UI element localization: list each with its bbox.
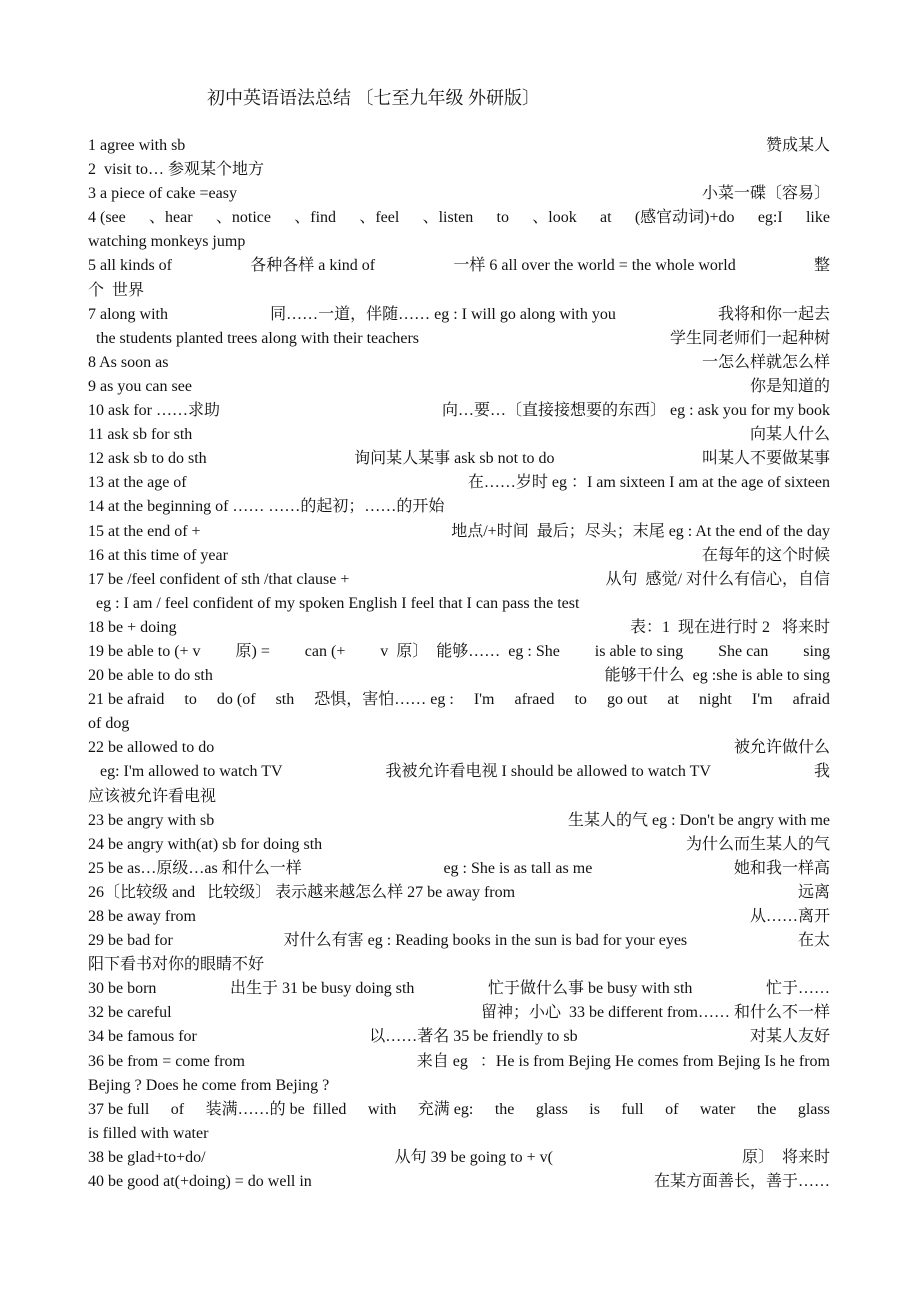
text-segment: 34 be famous for — [88, 1028, 197, 1046]
text-segment: 20 be able to do sth — [88, 667, 213, 685]
text-segment: I'm — [751, 691, 773, 709]
text-segment: 17 be /feel confident of sth /that clause + — [88, 570, 350, 588]
text-line — [88, 134, 830, 158]
text-segment: 19 be able to (+ v — [88, 642, 201, 660]
text-segment: 恐惧，害怕…… eg : — [314, 691, 454, 709]
text-segment: 5 all kinds of — [88, 257, 172, 275]
text-line — [88, 1050, 830, 1074]
text-segment: 询问某人某事 ask sb not to do — [354, 450, 555, 468]
text-segment: glass — [535, 1100, 568, 1118]
document-body — [88, 134, 830, 1194]
text-segment: 25 be as…原级…as 和什么一样 — [88, 859, 302, 877]
text-segment: 、find — [294, 209, 337, 227]
text-line: 阳下看书对你的眼睛不好 — [88, 956, 265, 974]
text-segment: to — [184, 691, 197, 709]
text-segment: 40 be good at(+doing) = do well in — [88, 1173, 312, 1191]
text-line — [88, 520, 830, 544]
text-segment: 向某人什么 — [749, 426, 830, 444]
text-segment: 24 be angry with(at) sb for doing sth — [88, 835, 323, 853]
text-line — [88, 423, 830, 447]
text-line — [88, 929, 830, 953]
text-segment: 原〕 将来时 — [741, 1148, 830, 1166]
text-segment: 为什么而生某人的气 — [685, 835, 830, 853]
text-segment: 以……著名 35 be friendly to sb — [369, 1028, 578, 1046]
text-segment: 32 be careful — [88, 1004, 172, 1022]
text-segment: 出生于 31 be busy doing sth — [229, 980, 415, 998]
text-segment: do (of — [216, 691, 256, 709]
text-segment: 能够干什么 eg :she is able to sing — [604, 667, 830, 685]
text-segment: She can — [718, 642, 769, 660]
text-line — [88, 616, 830, 640]
text-segment: 同……一道，伴随…… eg : I will go along with you — [270, 305, 616, 323]
text-segment: like — [805, 209, 830, 227]
text-segment: 10 ask for ……求助 — [88, 402, 220, 420]
text-segment: 18 be + doing — [88, 618, 177, 636]
text-segment: 从句 感觉/ 对什么有信心，自信 — [605, 570, 830, 588]
text-segment: 来自 eg ：He is from Bejing He comes from Bejing Is he from — [416, 1052, 830, 1070]
text-segment: 赞成某人 — [765, 137, 830, 154]
text-line: 14 at the beginning of …… ……的起初；……的开始 — [88, 498, 445, 516]
text-segment: 在……岁时 eg ：I am sixteen I am at the age of sixteen — [467, 474, 830, 492]
text-segment: eg : She is as tall as me — [443, 859, 593, 877]
text-segment: 28 be away from — [88, 908, 196, 925]
text-segment: to — [496, 209, 509, 227]
text-segment: 8 As soon as — [88, 353, 169, 371]
text-segment: 12 ask sb to do sth — [88, 450, 207, 468]
text-line — [88, 809, 830, 833]
text-line — [88, 182, 830, 206]
text-segment: 你是知道的 — [749, 377, 830, 395]
text-segment: 地点/+时间 最后；尽头；末尾 eg : At the end of the day — [451, 522, 830, 540]
text-line: 个 世界 — [88, 281, 145, 299]
text-line — [88, 1098, 830, 1122]
text-segment: 38 be glad+to+do/ — [88, 1148, 206, 1166]
text-segment: 11 ask sb for sth — [88, 426, 193, 444]
text-segment: 一怎么样就怎么样 — [701, 353, 830, 371]
text-segment: 充满 eg: — [417, 1100, 474, 1118]
text-line — [88, 688, 830, 712]
text-line: eg : I am / feel confident of my spoken English I feel that I can pass the test — [88, 594, 580, 612]
text-segment: 13 at the age of — [88, 474, 187, 492]
text-line: of dog — [88, 715, 130, 733]
text-segment: to — [574, 691, 587, 709]
text-line: is filled with water — [88, 1124, 209, 1142]
text-line — [88, 640, 830, 664]
text-segment: 1 agree with sb — [88, 137, 186, 154]
text-line: watching monkeys jump — [88, 233, 246, 251]
text-line — [88, 399, 830, 423]
text-segment: 各种各样 a kind of — [250, 257, 376, 275]
text-line: 应该被允许看电视 — [88, 787, 217, 805]
text-line — [88, 254, 830, 278]
text-segment: eg:I — [757, 209, 783, 227]
text-line — [88, 544, 830, 568]
text-segment: 对什么有害 eg : Reading books in the sun is bad for your eyes — [283, 932, 688, 950]
text-segment: of — [170, 1100, 185, 1118]
text-line — [88, 664, 830, 688]
text-line — [88, 447, 830, 471]
text-segment: 22 be allowed to do — [88, 739, 215, 757]
text-segment: sing — [803, 642, 830, 660]
text-segment: 7 along with — [88, 305, 168, 323]
text-line: Bejing ? Does he come from Bejing ? — [88, 1076, 330, 1094]
text-segment: 原) = — [235, 642, 270, 660]
text-segment: the — [494, 1100, 515, 1118]
text-segment: 表：1 现在进行时 2 将来时 — [629, 618, 830, 636]
text-segment: afraed — [514, 691, 555, 709]
text-line — [88, 303, 830, 327]
text-segment: 我 — [813, 763, 830, 781]
text-segment: 16 at this time of year — [88, 546, 228, 564]
text-segment: go out — [606, 691, 648, 709]
text-segment: 、notice — [215, 209, 271, 227]
text-segment: 29 be bad for — [88, 932, 173, 950]
text-segment: 向…要…〔直接接想要的东西〕 eg : ask you for my book — [442, 402, 830, 420]
text-line — [88, 736, 830, 760]
text-line — [88, 568, 830, 592]
text-line — [88, 471, 830, 495]
text-segment: eg: I'm allowed to watch TV — [88, 763, 283, 781]
text-segment: (感官动词)+do — [634, 209, 735, 227]
text-segment: 她和我一样高 — [733, 859, 830, 877]
text-segment: the students planted trees along with their teachers — [88, 329, 420, 347]
text-segment: 在太 — [797, 932, 830, 950]
text-segment: 从……离开 — [749, 908, 830, 925]
text-line — [88, 206, 830, 230]
text-segment: the — [756, 1100, 777, 1118]
text-segment: 小菜一碟〔容易〕 — [701, 185, 830, 203]
text-segment: 学生同老师们一起种树 — [669, 329, 830, 347]
text-segment: 23 be angry with sb — [88, 811, 215, 829]
text-segment: 对某人友好 — [749, 1028, 830, 1046]
text-segment: 26〔比较级 and 比较级〕 表示越来越怎么样 27 be away from — [88, 883, 516, 901]
text-segment: 我将和你一起去 — [717, 305, 830, 323]
text-segment: 、feel — [359, 209, 400, 227]
text-line — [88, 881, 830, 905]
text-segment: v 原〕 能够…… eg : She — [380, 642, 560, 660]
text-line — [88, 1025, 830, 1049]
text-segment: 21 be afraid — [88, 691, 165, 709]
text-segment: 37 be full — [88, 1100, 150, 1118]
text-line — [88, 833, 830, 857]
text-segment: 9 as you can see — [88, 377, 192, 395]
text-line — [88, 375, 830, 399]
text-line — [88, 351, 830, 375]
text-segment: sth — [275, 691, 295, 709]
text-segment: at — [600, 209, 612, 227]
text-segment: 生某人的气 eg : Don't be angry with me — [568, 811, 830, 829]
text-segment: full — [621, 1100, 644, 1118]
text-segment: 我被允许看电视 I should be allowed to watch TV — [385, 763, 711, 781]
text-segment: 4 (see — [88, 209, 126, 227]
text-segment: 装满……的 be filled — [205, 1100, 347, 1118]
text-segment: can (+ — [304, 642, 346, 660]
text-segment: 从句 39 be going to + v( — [394, 1148, 553, 1166]
text-segment: is able to sing — [594, 642, 684, 660]
text-segment: 整 — [813, 257, 830, 275]
page-title: 初中英语语法总结 〔七至九年级 外研版〕 — [207, 88, 540, 108]
text-segment: 、hear — [149, 209, 193, 227]
text-segment: I'm — [473, 691, 495, 709]
text-segment: night — [698, 691, 732, 709]
text-line — [88, 1146, 830, 1170]
text-segment: 、listen — [422, 209, 474, 227]
text-segment: with — [367, 1100, 397, 1118]
text-segment: glass — [797, 1100, 830, 1118]
text-segment: 在每年的这个时候 — [701, 546, 830, 564]
text-line — [88, 905, 830, 929]
text-segment: at — [667, 691, 679, 709]
text-segment: afraid — [792, 691, 830, 709]
text-segment: 远离 — [797, 883, 830, 901]
text-line: 2 visit to… 参观某个地方 — [88, 161, 265, 179]
text-line — [88, 1001, 830, 1025]
text-segment: 一样 6 all over the world = the whole world — [453, 257, 736, 275]
text-segment: is — [589, 1100, 600, 1118]
text-line — [88, 857, 830, 881]
text-segment: 忙于做什么事 be busy with sth — [487, 980, 693, 998]
text-line — [88, 327, 830, 351]
text-segment: of — [665, 1100, 679, 1118]
text-segment: 、look — [532, 209, 577, 227]
text-segment: 30 be born — [88, 980, 157, 998]
text-segment: 15 at the end of + — [88, 522, 201, 540]
text-segment: 叫某人不要做某事 — [701, 450, 830, 468]
text-segment: 忙于…… — [765, 980, 830, 998]
text-segment: 在某方面善长，善于…… — [653, 1173, 830, 1191]
text-segment: 留神；小心 33 be different from…… 和什么不一样 — [481, 1004, 830, 1022]
text-segment: 3 a piece of cake =easy — [88, 185, 237, 203]
text-segment: 被允许做什么 — [733, 739, 830, 757]
text-line — [88, 977, 830, 1001]
text-segment: water — [699, 1100, 736, 1118]
text-line — [88, 760, 830, 784]
text-segment: 36 be from = come from — [88, 1052, 245, 1070]
text-line — [88, 1170, 830, 1194]
